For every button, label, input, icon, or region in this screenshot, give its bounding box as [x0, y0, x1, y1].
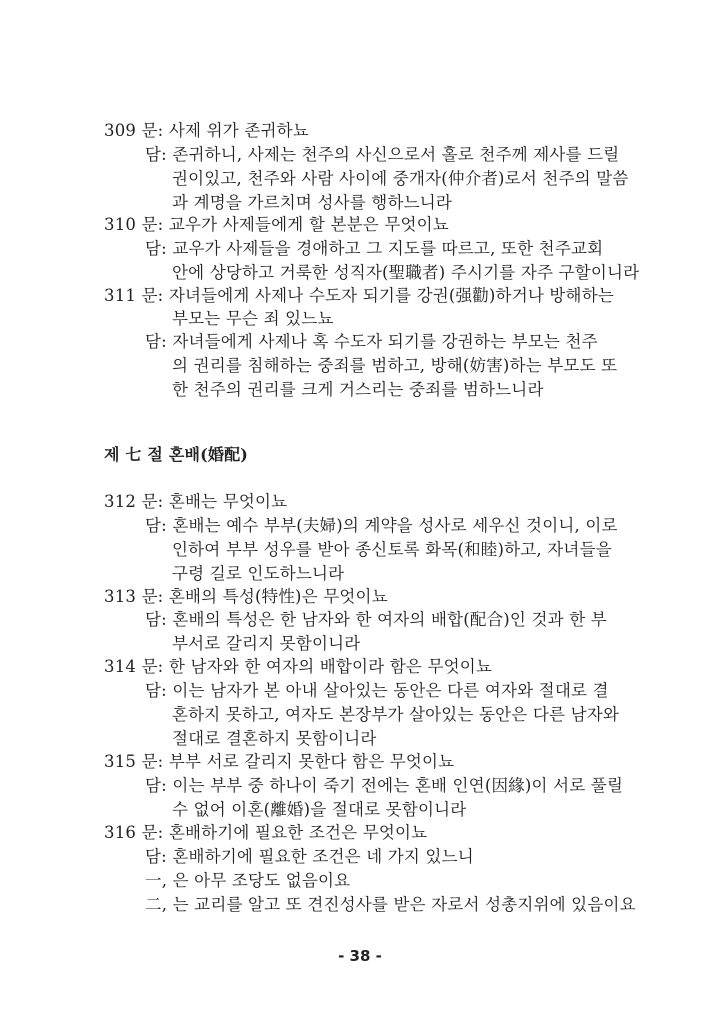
answer-313-line-1: 담: 혼배의 특성은 한 남자와 한 여자의 배합(配合)인 것과 한 부: [145, 610, 607, 629]
answer-309-line-2: 권이있고, 천주와 사람 사이에 중개자(仲介者)로서 천주의 말씀: [172, 169, 629, 188]
answer-316-item-1: 一, 은 아무 조당도 없음이요: [145, 871, 351, 890]
answer-310-line-2: 안에 상당하고 거룩한 성직자(聖職者) 주시기를 자주 구할이니라: [172, 263, 640, 282]
answer-312-line-1: 담: 혼배는 예수 부부(夫婦)의 계약을 성사로 세우신 것이니, 이로: [145, 516, 618, 535]
question-311-line-2: 부모는 무슨 죄 있느뇨: [172, 309, 334, 328]
page-number: - 38 -: [338, 947, 382, 965]
question-315: 315 문: 부부 서로 갈리지 못한다 함은 무엇이뇨: [104, 752, 455, 771]
answer-316-item-2: 二, 는 교리를 알고 또 견진성사를 받은 자로서 성총지위에 있음이요: [145, 895, 636, 914]
section-heading: 제 七 절 혼배(婚配): [104, 445, 249, 464]
question-310: 310 문: 교우가 사제들에게 할 본분은 무엇이뇨: [104, 215, 449, 234]
answer-311-line-3: 한 천주의 권리를 크게 거스리는 중죄를 범하느니라: [172, 380, 544, 399]
answer-314-line-3: 절대로 결혼하지 못함이니라: [172, 729, 377, 748]
answer-309-line-1: 담: 존귀하니, 사제는 천주의 사신으로서 홀로 천주께 제사를 드릴: [145, 145, 620, 164]
question-313: 313 문: 혼배의 특성(特性)은 무엇이뇨: [104, 587, 388, 606]
answer-315-line-1: 담: 이는 부부 중 하나이 죽기 전에는 혼배 인연(因緣)이 서로 풀릴: [145, 776, 624, 795]
answer-314-line-2: 혼하지 못하고, 여자도 본장부가 살아있는 동안은 다른 남자와: [172, 705, 620, 724]
answer-314-line-1: 담: 이는 남자가 본 아내 살아있는 동안은 다른 여자와 절대로 결: [145, 681, 609, 700]
question-314: 314 문: 한 남자와 한 여자의 배합이라 함은 무엇이뇨: [104, 657, 493, 676]
question-309: 309 문: 사제 위가 존귀하뇨: [104, 121, 309, 140]
answer-312-line-2: 인하여 부부 성우를 받아 종신토록 화목(和睦)하고, 자녀들을: [172, 540, 612, 559]
answer-309-line-3: 과 계명을 가르치며 성사를 행하느니라: [172, 193, 453, 212]
answer-311-line-1: 담: 자녀들에게 사제나 혹 수도자 되기를 강권하는 부모는 천주: [145, 332, 598, 351]
question-312: 312 문: 혼배는 무엇이뇨: [104, 492, 288, 511]
answer-312-line-3: 구령 길로 인도하느니라: [172, 564, 345, 583]
answer-311-line-2: 의 권리를 침해하는 중죄를 범하고, 방해(妨害)하는 부모도 또: [172, 356, 618, 375]
answer-316-line-1: 담: 혼배하기에 필요한 조건은 네 가지 있느니: [145, 847, 474, 866]
answer-315-line-2: 수 없어 이혼(離婚)을 절대로 못함이니라: [172, 800, 467, 819]
question-311-line-1: 311 문: 자녀들에게 사제나 수도자 되기를 강권(强勸)하거나 방해하는: [104, 286, 614, 305]
answer-310-line-1: 담: 교우가 사제들을 경애하고 그 지도를 따르고, 또한 천주교회: [145, 239, 604, 258]
answer-313-line-2: 부서로 갈리지 못함이니라: [172, 634, 361, 653]
question-316: 316 문: 혼배하기에 필요한 조건은 무엇이뇨: [104, 823, 428, 842]
